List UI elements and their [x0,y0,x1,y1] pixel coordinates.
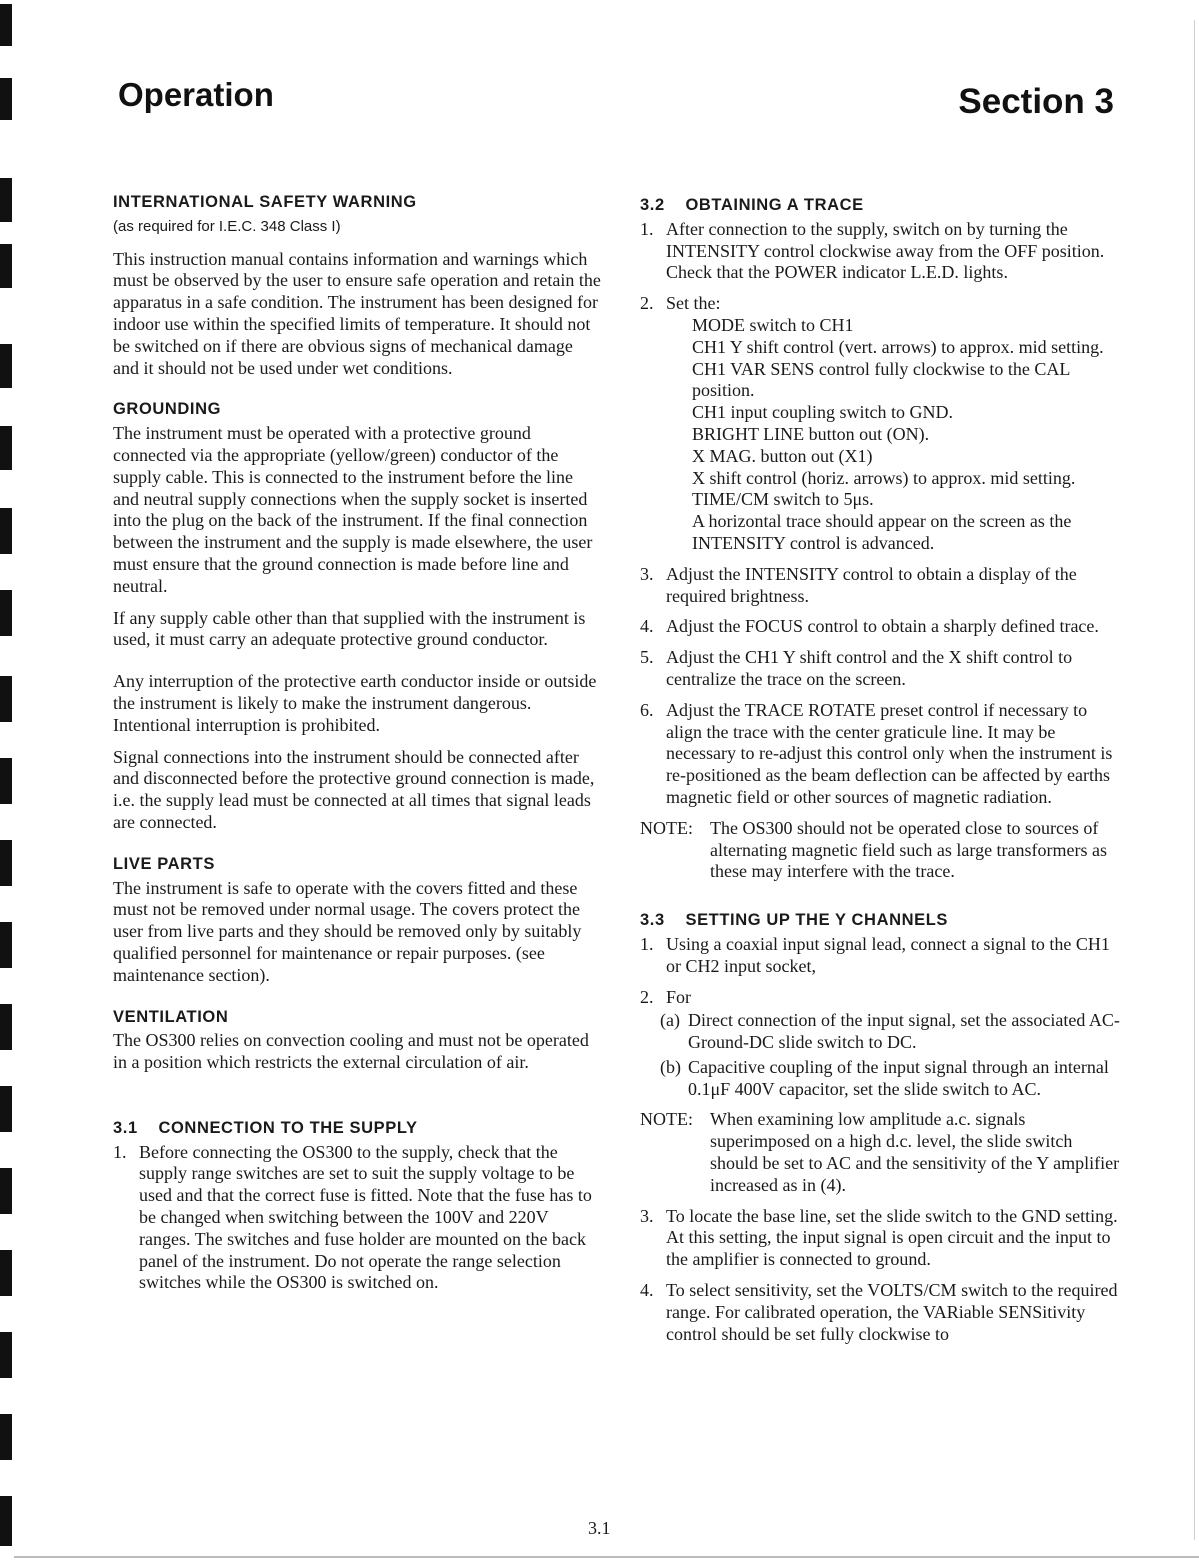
step-number: 2. [640,986,654,1007]
step-text: Adjust the CH1 Y shift control and the X shift control to centralize the trace on the screen. [666,647,1073,689]
step-number: 1. [640,218,654,239]
section-3-3-step-4 [640,1280,1120,1345]
step-number: 3. [640,1205,654,1226]
option-label: (b) [660,1056,681,1077]
section-3-3-step-2 [640,987,1120,1009]
step-number: 4. [640,616,654,637]
step-text: To select sensitivity, set the VOLTS/CM switch to the required range. For calibrated operation, the VARiable SENSitivity control should be set fully clockwise to [666,1280,1118,1344]
note-text: When examining low amplitude a.c. signals superimposed on a high d.c. level, the slide switch should be set to AC and the sensitivity of the Y amplifier increased as in (4). [710,1109,1120,1195]
page-edge-line [1194,20,1195,1540]
step-number: 2. [640,293,654,314]
step-text: Adjust the INTENSITY control to obtain a display of the required brightness. [666,563,1077,606]
step-text: For [666,986,692,1007]
left-column [113,192,603,1303]
step-number: 3. [640,563,654,584]
section-3-2-heading: 3.2 OBTAINING A TRACE [640,196,864,214]
live-parts-heading: LIVE PARTS [113,854,215,873]
section-3-3-note [640,1109,1120,1196]
setting-item: CH1 Y shift control (vert. arrows) to approx. mid setting. [692,336,1104,357]
option-text: Direct connection of the input signal, set the associated AC-Ground-DC slide switch to DC. [688,1010,1120,1053]
note-label: NOTE: [640,817,693,838]
note-label: NOTE: [640,1109,693,1130]
step-number: 6. [640,699,654,720]
step-text: Adjust the FOCUS control to obtain a sharply defined trace. [666,616,1099,637]
section-3-2-step-5 [640,647,1120,691]
section-3-2-step-2 [640,293,1120,315]
option-a [660,1010,1120,1054]
grounding-heading: GROUNDING [113,400,222,419]
section-3-2-step-6 [640,700,1120,809]
section-3-2-note [640,818,1120,883]
setting-item: BRIGHT LINE button out (ON). [692,423,930,444]
grounding-paragraph-3: Any interruption of the protective earth conductor inside or outside the instrument is likely to make the instrument dangerous. Intentional interruption is prohibited. [113,671,597,735]
safety-heading: INTERNATIONAL SAFETY WARNING [113,193,417,211]
step-number: 1. [113,1141,127,1162]
grounding-paragraph-2: If any supply cable other than that supplied with the instrument is used, it must carry an adequate protective ground conductor. [113,607,586,650]
setting-item: TIME/CM switch to 5μs. [692,489,874,510]
setting-item: X MAG. button out (X1) [692,445,873,466]
step-text: Set the: [666,293,721,314]
binding-holes [0,0,14,1561]
safety-paragraph: This instruction manual contains information and warnings which must be observed by the user to ensure safe operation and retain the apparatus in a safe condition. The instrument has been designed for indoor use within the specified limits of temperature. It should not be switched on if there are obvious signs of mechanical damage and it should not be used under wet conditions. [113,248,601,378]
setting-item: MODE switch to CH1 [692,314,854,335]
right-column [640,195,1120,1354]
settings-list [640,315,1120,555]
section-3-2-step-3 [640,564,1120,608]
note-text: The OS300 should not be operated close to sources of alternating magnetic field such as large transformers as these may interfere with the trace. [710,817,1108,882]
section-3-1-step-1 [113,1142,603,1295]
step-text: Adjust the TRACE ROTATE preset control if necessary to align the trace with the center graticule line. It may be necessary to re-adjust this control only when the instrument is re-positioned as the beam deflection can be affected by earths magnetic field or other sources of magnetic radiation. [666,699,1113,807]
section-3-3-step-3 [640,1206,1120,1271]
live-parts-paragraph: The instrument is safe to operate with the covers fitted and these must not be removed under normal usage. The covers protect the user from live parts and they should be removed only by suitably qualified personnel for maintenance or repair purposes. (see maintenance section). [113,877,582,985]
option-text: Capacitive coupling of the input signal through an internal 0.1μF 400V capacitor, set the slide switch to AC. [688,1056,1109,1099]
setting-item: CH1 input coupling switch to GND. [692,402,953,423]
step-number: 1. [640,933,654,954]
setting-item: X shift control (horiz. arrows) to approx. mid setting. [692,467,1076,488]
setting-item: CH1 VAR SENS control fully clockwise to the CAL position. [692,358,1070,401]
step-number: 4. [640,1280,654,1301]
page-header-section: Section 3 [958,82,1114,121]
page-header-operation: Operation [118,76,274,113]
ventilation-paragraph: The OS300 relies on convection cooling and must not be operated in a position which restricts the external circulation of air. [113,1030,589,1073]
step-text: After connection to the supply, switch on by turning the INTENSITY control clockwise away from the OFF position. Check that the POWER indicator L.E.D. lights. [666,218,1105,283]
safety-subheading: (as required for I.E.C. 348 Class I) [113,217,341,235]
step-text: Using a coaxial input signal lead, connect a signal to the CH1 or CH2 input socket, [666,933,1110,976]
setting-item: A horizontal trace should appear on the screen as the INTENSITY control is advanced. [692,511,1072,553]
grounding-paragraph-4: Signal connections into the instrument should be connected after and disconnected before the protective ground connection is made, i.e. the supply lead must be connected at all times that signal leads are connected. [113,746,595,832]
section-3-2-step-1 [640,219,1120,284]
section-3-1-heading: 3.1 CONNECTION TO THE SUPPLY [113,1118,418,1137]
step-text: Before connecting the OS300 to the supply, check that the supply range switches are set to suit the supply voltage to be used and that the correct fuse is fitted. Note that the fuse has to be changed when switching between the 100V and 220V ranges. The switches and fuse holder are mounted on the back panel of the instrument. Do not operate the range selection switches while the OS300 is switched on. [139,1141,592,1293]
section-3-2-step-4 [640,616,1120,638]
grounding-paragraph-1: The instrument must be operated with a protective ground connected via the appropriate (yellow/green) conductor of the supply cable. This is connected to the instrument before the line and neutral supply connections when the supply socket is inserted into the plug on the back of the instrument. If the final connection between the instrument and the supply is made elsewhere, the user must ensure that the ground connection is made before line and neutral. [113,423,593,596]
step-text: To locate the base line, set the slide switch to the GND setting. At this setting, the input signal is open circuit and the input to the amplifier is connected to ground. [666,1205,1118,1270]
option-b [660,1057,1120,1101]
bottom-edge-line [14,1556,1199,1558]
step-number: 5. [640,647,654,668]
option-label: (a) [660,1010,680,1031]
ventilation-heading: VENTILATION [113,1007,229,1026]
section-3-3-step-1 [640,934,1120,978]
section-3-3-heading: 3.3 SETTING UP THE Y CHANNELS [640,911,949,930]
page-number: 3.1 [588,1518,611,1538]
